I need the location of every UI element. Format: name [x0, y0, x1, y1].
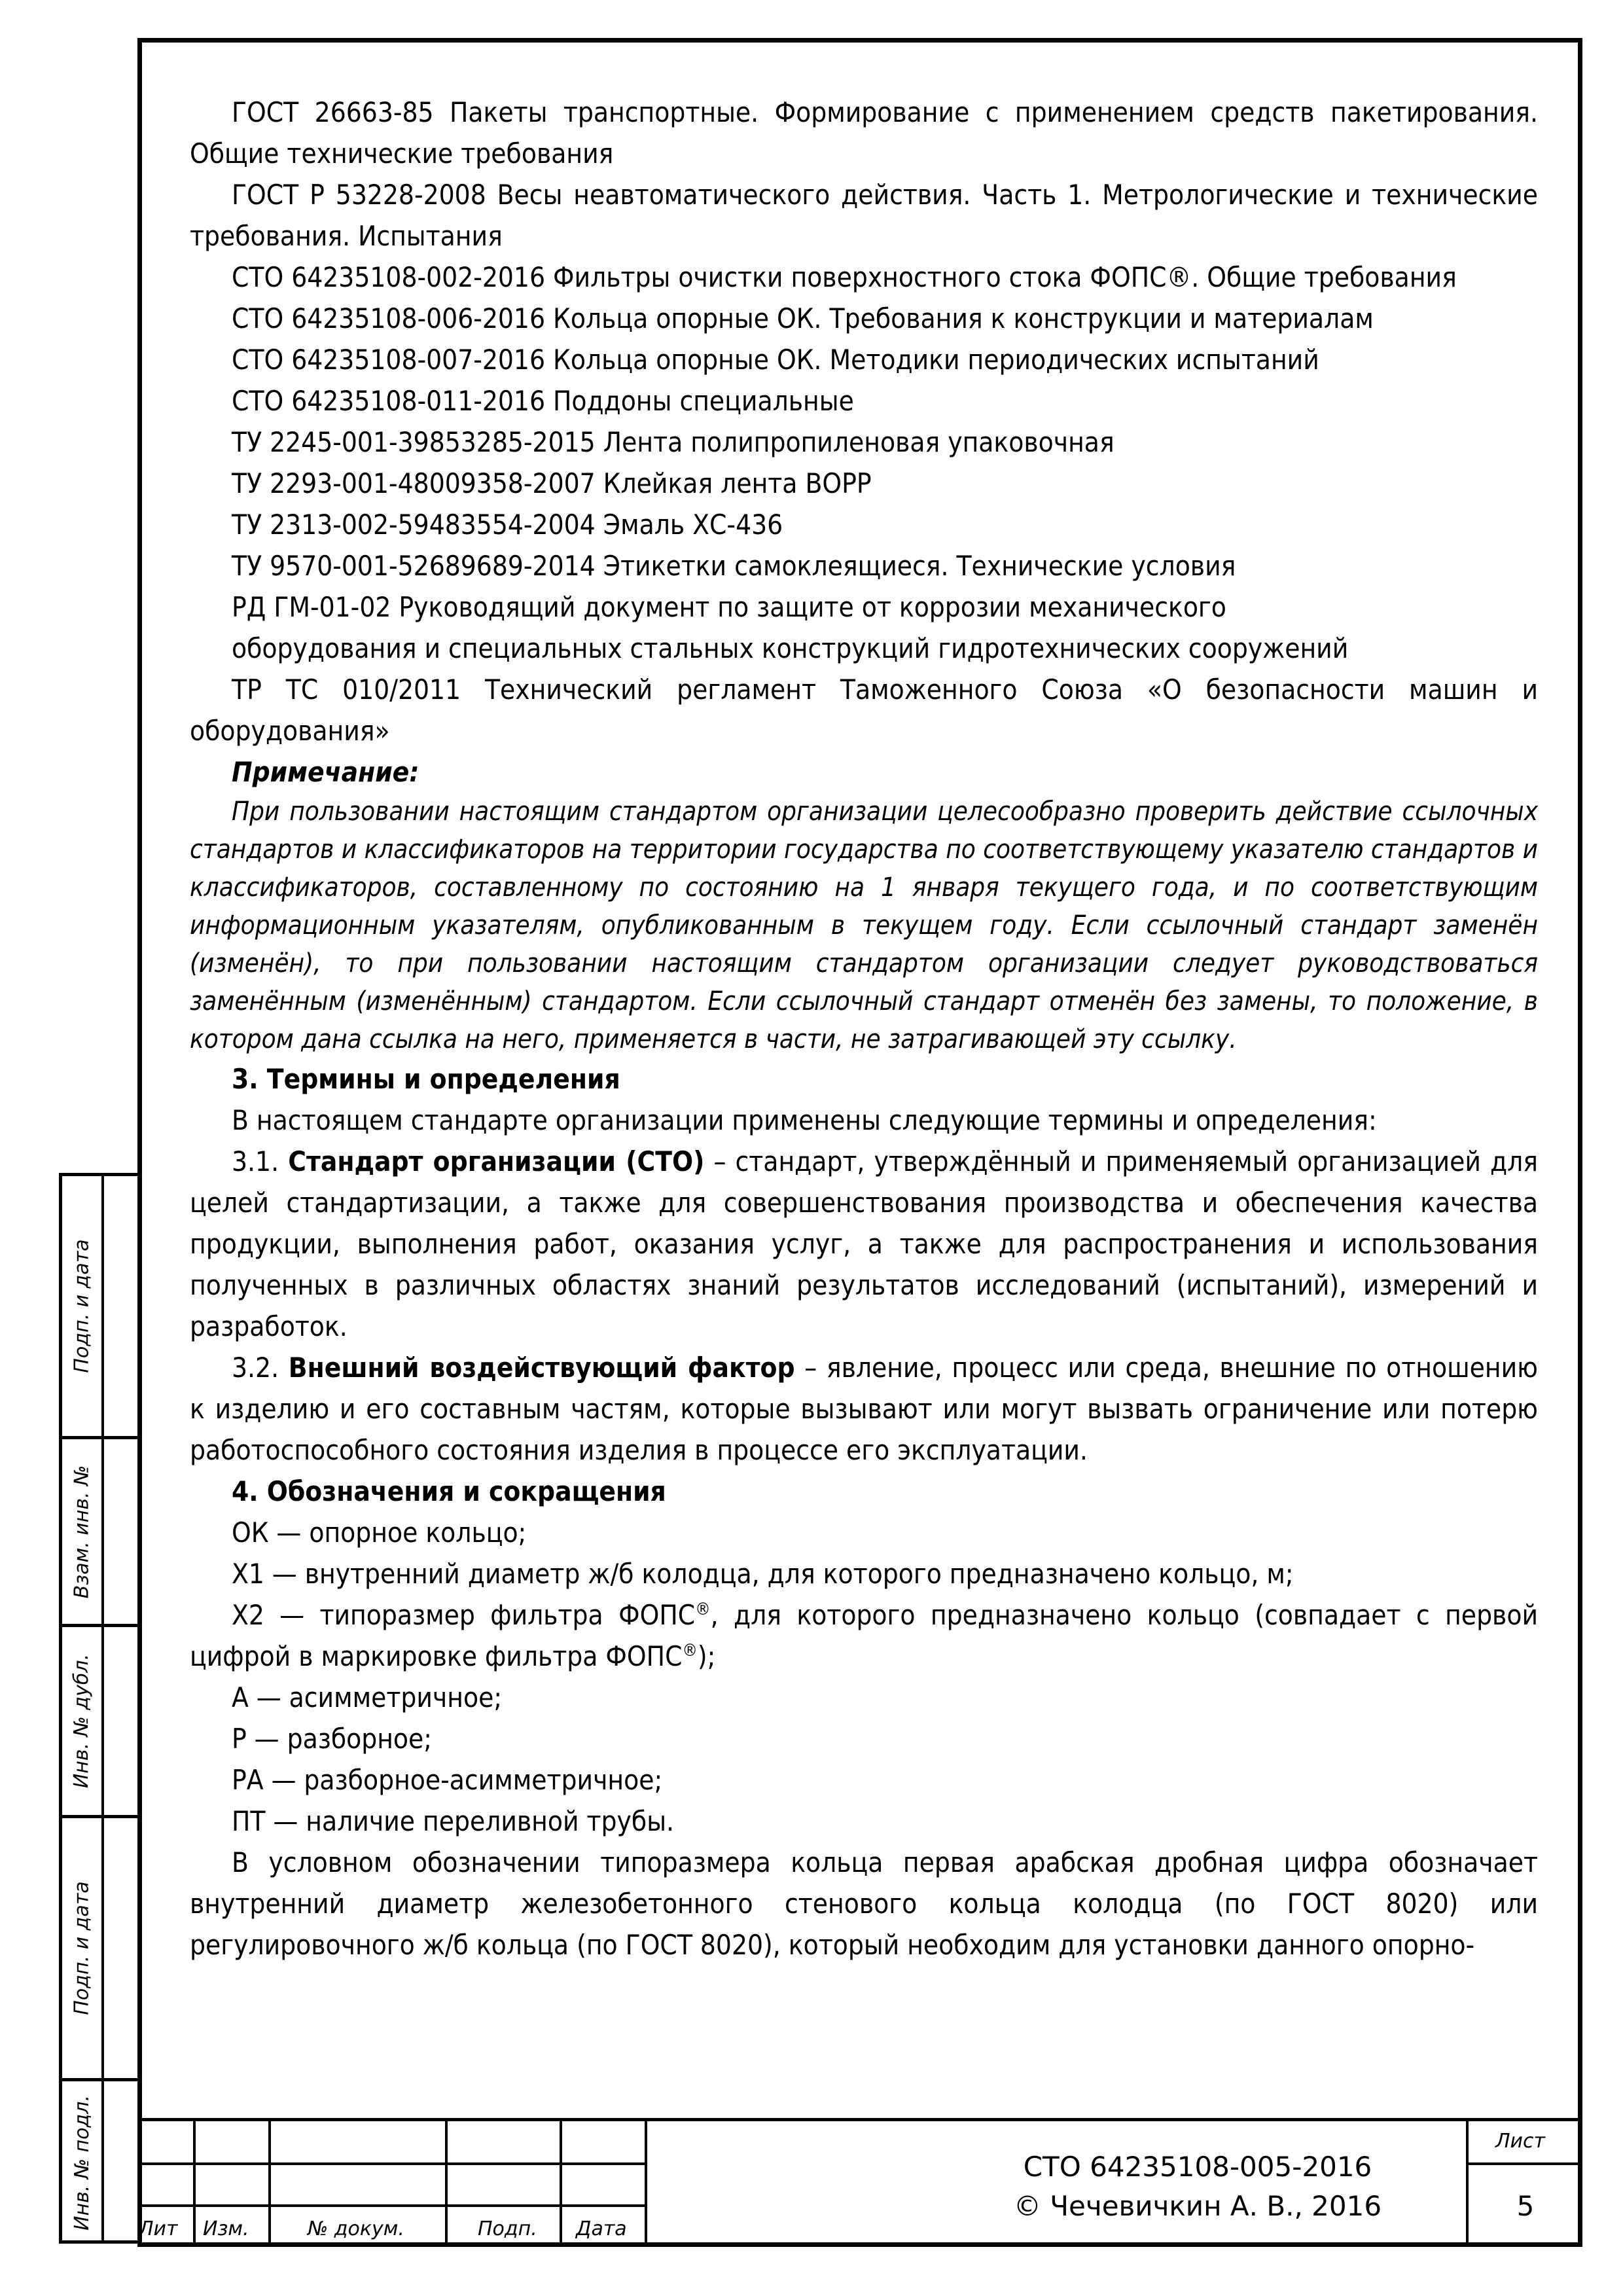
copyright: © Чечевичкин А. В., 2016	[1013, 2190, 1382, 2222]
sheet-number: 5	[1516, 2190, 1535, 2222]
reference-item: СТО 64235108-011-2016 Поддоны специальные	[232, 385, 854, 417]
reference-item: СТО 64235108-002-2016 Фильтры очистки поверхностного стока ФОПС®. Общие требования	[232, 261, 1457, 293]
section-3-heading: 3. Термины и определения	[232, 1063, 620, 1095]
side-stamp-cell	[62, 1818, 141, 2081]
term-number: 3.2.	[232, 1352, 279, 1384]
term-definition: – стандарт, утверждённый и применяемый организацией для целей стандартизации, а также для совершенствования производства и обеспечения качества продукции, выполнения работ, оказания услуг, а также для распространения и использования полученных в различных областях знаний результатов исследований (испытаний), измерений и разработок.	[190, 1145, 1539, 1342]
abbr-item: РА — разборное-асимметричное;	[232, 1764, 663, 1796]
abbr-item: ПТ — наличие переливной трубы.	[232, 1805, 675, 1837]
side-stamp-label: Инв. № подл.	[70, 2094, 94, 2231]
side-stamp-label: Взам. инв. №	[70, 1465, 94, 1598]
sheet-label: Лист	[1495, 2130, 1546, 2153]
term-3-2	[190, 1347, 1538, 1471]
col-label-doc: № докум.	[308, 2217, 404, 2240]
abbr-text: Х2 — типоразмер фильтра ФОПС	[232, 1599, 696, 1631]
reference-item: ГОСТ 26663-85 Пакеты транспортные. Формирование с применением средств пакетирования. Общие технические требования	[190, 96, 1538, 170]
abbr-item	[190, 1594, 1538, 1677]
reference-item: ТУ 9570-001-52689689-2014 Этикетки самоклеящиеся. Технические условия	[232, 550, 1236, 582]
reference-item: РД ГМ-01-02 Руководящий документ по защите от коррозии механического	[232, 591, 1226, 623]
document-code: СТО 64235108-005-2016	[1023, 2151, 1372, 2183]
term-3-1	[190, 1141, 1538, 1347]
side-stamp-label: Подп. и дата	[70, 1881, 94, 2015]
col-label-izm: Изм.	[203, 2217, 249, 2240]
abbr-item: Р — разборное;	[232, 1723, 433, 1755]
reference-item: СТО 64235108-007-2016 Кольца опорные ОК. Методики периодических испытаний	[232, 344, 1319, 376]
abbr-item: А — асимметричное;	[232, 1681, 503, 1713]
note-text: При пользовании настоящим стандартом организации целесообразно проверить действие ссылочных стандартов и классификаторов на территории государства по соответствующему указателю стандартов и классификаторов, составленному по состоянию на 1 января текущего года, и по соответствующим информационным указателям, опубликованным в текущем году. Если ссылочный стандарт заменён (изменён), то при пользовании настоящим стандартом организации следует руководствоваться заменённым (изменённым) стандартом. Если ссылочный стандарт отменён без замены, то положение, в котором дана ссылка на него, применяется в части, не затрагивающей эту ссылку.	[190, 797, 1538, 1054]
side-stamp-cell	[62, 2081, 141, 2244]
section-3-intro: В настоящем стандарте организации применены следующие термины и определения:	[232, 1104, 1377, 1136]
side-stamp-label: Подп. и дата	[70, 1239, 94, 1373]
side-stamp-cell	[62, 1176, 141, 1439]
side-stamp	[59, 1173, 137, 2244]
abbr-text: );	[697, 1640, 716, 1672]
abbr-text: , для которого предназначено кольцо (совпадает с первой цифрой в маркировке фильтра ФОПС	[190, 1599, 1538, 1672]
reference-item: ТУ 2313-002-59483554-2004 Эмаль ХС-436	[232, 509, 783, 541]
term-definition: – явление, процесс или среда, внешние по отношению к изделию и его составным частям, которые вызывают или могут вызвать ограничение или потерю работоспособного состояния изделия в процессе его эксплуатации.	[190, 1352, 1538, 1466]
term-name: Внешний воздействующий фактор	[288, 1352, 795, 1384]
reference-item: ТУ 2293-001-48009358-2007 Клейкая лента ВОРР	[232, 467, 872, 499]
term-name: Стандарт организации (СТО)	[288, 1145, 705, 1177]
reference-item: СТО 64235108-006-2016 Кольца опорные ОК. Требования к конструкции и материалам	[232, 302, 1374, 334]
col-label-sign: Подп.	[478, 2217, 537, 2240]
abbr-item: ОК — опорное кольцо;	[232, 1516, 527, 1549]
section-4-heading: 4. Обозначения и сокращения	[232, 1475, 666, 1507]
side-stamp-cell	[62, 1627, 141, 1818]
registered-mark: ®	[695, 1600, 711, 1619]
reference-item: ТУ 2245-001-39853285-2015 Лента полипропиленовая упаковочная	[232, 426, 1115, 458]
col-label-date: Дата	[576, 2217, 627, 2240]
document-body	[190, 92, 1538, 1965]
registered-mark: ®	[682, 1641, 698, 1660]
term-number: 3.1.	[232, 1145, 279, 1177]
side-stamp-cell	[62, 1439, 141, 1627]
note-title: Примечание:	[232, 756, 419, 788]
abbr-item: Х1 — внутренний диаметр ж/б колодца, для которого предназначено кольцо, м;	[232, 1558, 1294, 1590]
reference-item: ТР ТС 010/2011 Технический регламент Таможенного Союза «О безопасности машин и оборудования»	[190, 673, 1538, 747]
col-label-lit: Лит	[139, 2217, 178, 2240]
side-stamp-label: Инв. № дубл.	[70, 1653, 94, 1789]
section-4-paragraph: В условном обозначении типоразмера кольца первая арабская дробная цифра обозначает внутренний диаметр железобетонного стенового кольца колодца (по ГОСТ 8020) или регулировочного ж/б кольца (по ГОСТ 8020), который необходим для установки данного опорно-	[190, 1846, 1538, 1961]
title-block	[137, 2118, 1582, 2247]
reference-item: оборудования и специальных стальных конструкций гидротехнических сооружений	[232, 632, 1349, 664]
reference-item: ГОСТ Р 53228-2008 Весы неавтоматического действия. Часть 1. Метрологические и технические требования. Испытания	[190, 179, 1538, 252]
